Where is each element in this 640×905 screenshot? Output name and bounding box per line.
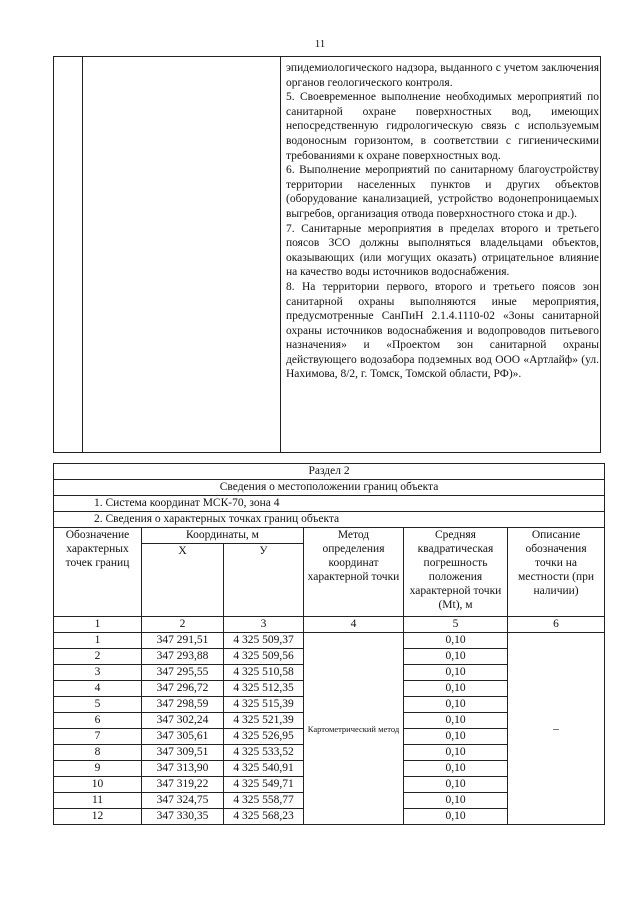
error-value: 0,10 xyxy=(404,633,508,649)
coord-x: 347 293,88 xyxy=(142,649,224,665)
column-number: 5 xyxy=(404,617,508,633)
error-value: 0,10 xyxy=(404,761,508,777)
error-value: 0,10 xyxy=(404,793,508,809)
page-number: 11 xyxy=(314,38,326,50)
coord-y: 4 325 510,58 xyxy=(224,665,304,681)
error-value: 0,10 xyxy=(404,745,508,761)
error-value: 0,10 xyxy=(404,665,508,681)
coord-y: 4 325 509,56 xyxy=(224,649,304,665)
coord-x: 347 319,22 xyxy=(142,777,224,793)
header-error: Средняя квадратическая погрешность положения характерной точки (Mt), м xyxy=(404,528,508,617)
error-value: 0,10 xyxy=(404,713,508,729)
coord-y: 4 325 512,35 xyxy=(224,681,304,697)
measures-table-continuation xyxy=(53,56,601,453)
error-value: 0,10 xyxy=(404,681,508,697)
coord-x: 347 295,55 xyxy=(142,665,224,681)
point-number: 10 xyxy=(54,777,142,793)
table-row xyxy=(54,633,605,649)
coord-x: 347 291,51 xyxy=(142,633,224,649)
measures-text xyxy=(286,61,599,382)
coord-x: 347 305,61 xyxy=(142,729,224,745)
column-number: 1 xyxy=(54,617,142,633)
error-value: 0,10 xyxy=(404,777,508,793)
coord-x: 347 330,35 xyxy=(142,809,224,825)
header-point: Обозначение характерных точек границ xyxy=(54,528,142,617)
header-description: Описание обозначения точки на местности (при наличии) xyxy=(508,528,605,617)
point-number: 4 xyxy=(54,681,142,697)
coord-x: 347 298,59 xyxy=(142,697,224,713)
column-divider xyxy=(82,57,83,452)
measure-paragraph: 7. Санитарные мероприятия в пределах второго и третьего поясов ЗСО должны выполняться владельцами объектов, оказывающих (или могущих оказать) отрицательное влияние на качество воды источников водоснабжения. xyxy=(286,222,599,279)
coord-x: 347 324,75 xyxy=(142,793,224,809)
coord-x: 347 313,90 xyxy=(142,761,224,777)
point-number: 3 xyxy=(54,665,142,681)
measure-paragraph: эпидемиологического надзора, выданного с учетом заключения органов геологического контроля. xyxy=(286,62,599,89)
point-number: 9 xyxy=(54,761,142,777)
coord-x: 347 302,24 xyxy=(142,713,224,729)
header-y: У xyxy=(224,544,304,617)
coord-y: 4 325 540,91 xyxy=(224,761,304,777)
point-number: 6 xyxy=(54,713,142,729)
coord-y: 4 325 526,95 xyxy=(224,729,304,745)
method-value: Картометрический метод xyxy=(304,633,404,825)
coordinate-system: 1. Система координат МСК-70, зона 4 xyxy=(54,496,605,512)
measure-paragraph: 5. Своевременное выполнение необходимых мероприятий по санитарной охране поверхностных вод, имеющих непосредственную гидрологическую связь с используемым водоносным горизонтом, в соответствии с гигиеническими требованиями к охране поверхностных вод. xyxy=(286,91,599,162)
section-title: Раздел 2 xyxy=(54,464,605,480)
coord-y: 4 325 509,37 xyxy=(224,633,304,649)
coord-x: 347 309,51 xyxy=(142,745,224,761)
point-number: 7 xyxy=(54,729,142,745)
header-x: X xyxy=(142,544,224,617)
coord-y: 4 325 549,71 xyxy=(224,777,304,793)
column-divider xyxy=(280,57,281,452)
error-value: 0,10 xyxy=(404,729,508,745)
error-value: 0,10 xyxy=(404,809,508,825)
coord-x: 347 296,72 xyxy=(142,681,224,697)
coord-y: 4 325 533,52 xyxy=(224,745,304,761)
header-method: Метод определения координат характерной точки xyxy=(304,528,404,617)
measure-paragraph: 8. На территории первого, второго и третьего поясов зон санитарной охраны выполняются иные мероприятия, предусмотренные СанПиН 2.1.4.1110-02 «Зоны санитарной охраны источников водоснабжения и водопроводов питьевого назначения» и «Проектом зон санитарной охраны действующего водозабора подземных вод ООО «Артлайф» (ул. Нахимова, 8/2, г. Томск, Томской области, РФ)». xyxy=(286,280,599,381)
section-subtitle: Сведения о местоположении границ объекта xyxy=(54,480,605,496)
point-number: 5 xyxy=(54,697,142,713)
column-number: 6 xyxy=(508,617,605,633)
column-number: 2 xyxy=(142,617,224,633)
coord-y: 4 325 568,23 xyxy=(224,809,304,825)
point-number: 11 xyxy=(54,793,142,809)
point-number: 1 xyxy=(54,633,142,649)
column-number: 4 xyxy=(304,617,404,633)
measure-paragraph: 6. Выполнение мероприятий по санитарному благоустройству территории населенных пунктов и других объектов (оборудование канализацией, устройство водонепроницаемых выгребов, организация отвода поверхностного стока и др.). xyxy=(286,164,599,220)
header-coords: Координаты, м xyxy=(142,528,304,544)
coord-y: 4 325 558,77 xyxy=(224,793,304,809)
point-number: 12 xyxy=(54,809,142,825)
error-value: 0,10 xyxy=(404,649,508,665)
error-value: 0,10 xyxy=(404,697,508,713)
coord-y: 4 325 521,39 xyxy=(224,713,304,729)
point-number: 8 xyxy=(54,745,142,761)
point-number: 2 xyxy=(54,649,142,665)
column-number: 3 xyxy=(224,617,304,633)
section-2-table xyxy=(53,463,605,825)
points-caption: 2. Сведения о характерных точках границ объекта xyxy=(54,512,605,528)
coord-y: 4 325 515,39 xyxy=(224,697,304,713)
description-value: – xyxy=(508,633,605,825)
